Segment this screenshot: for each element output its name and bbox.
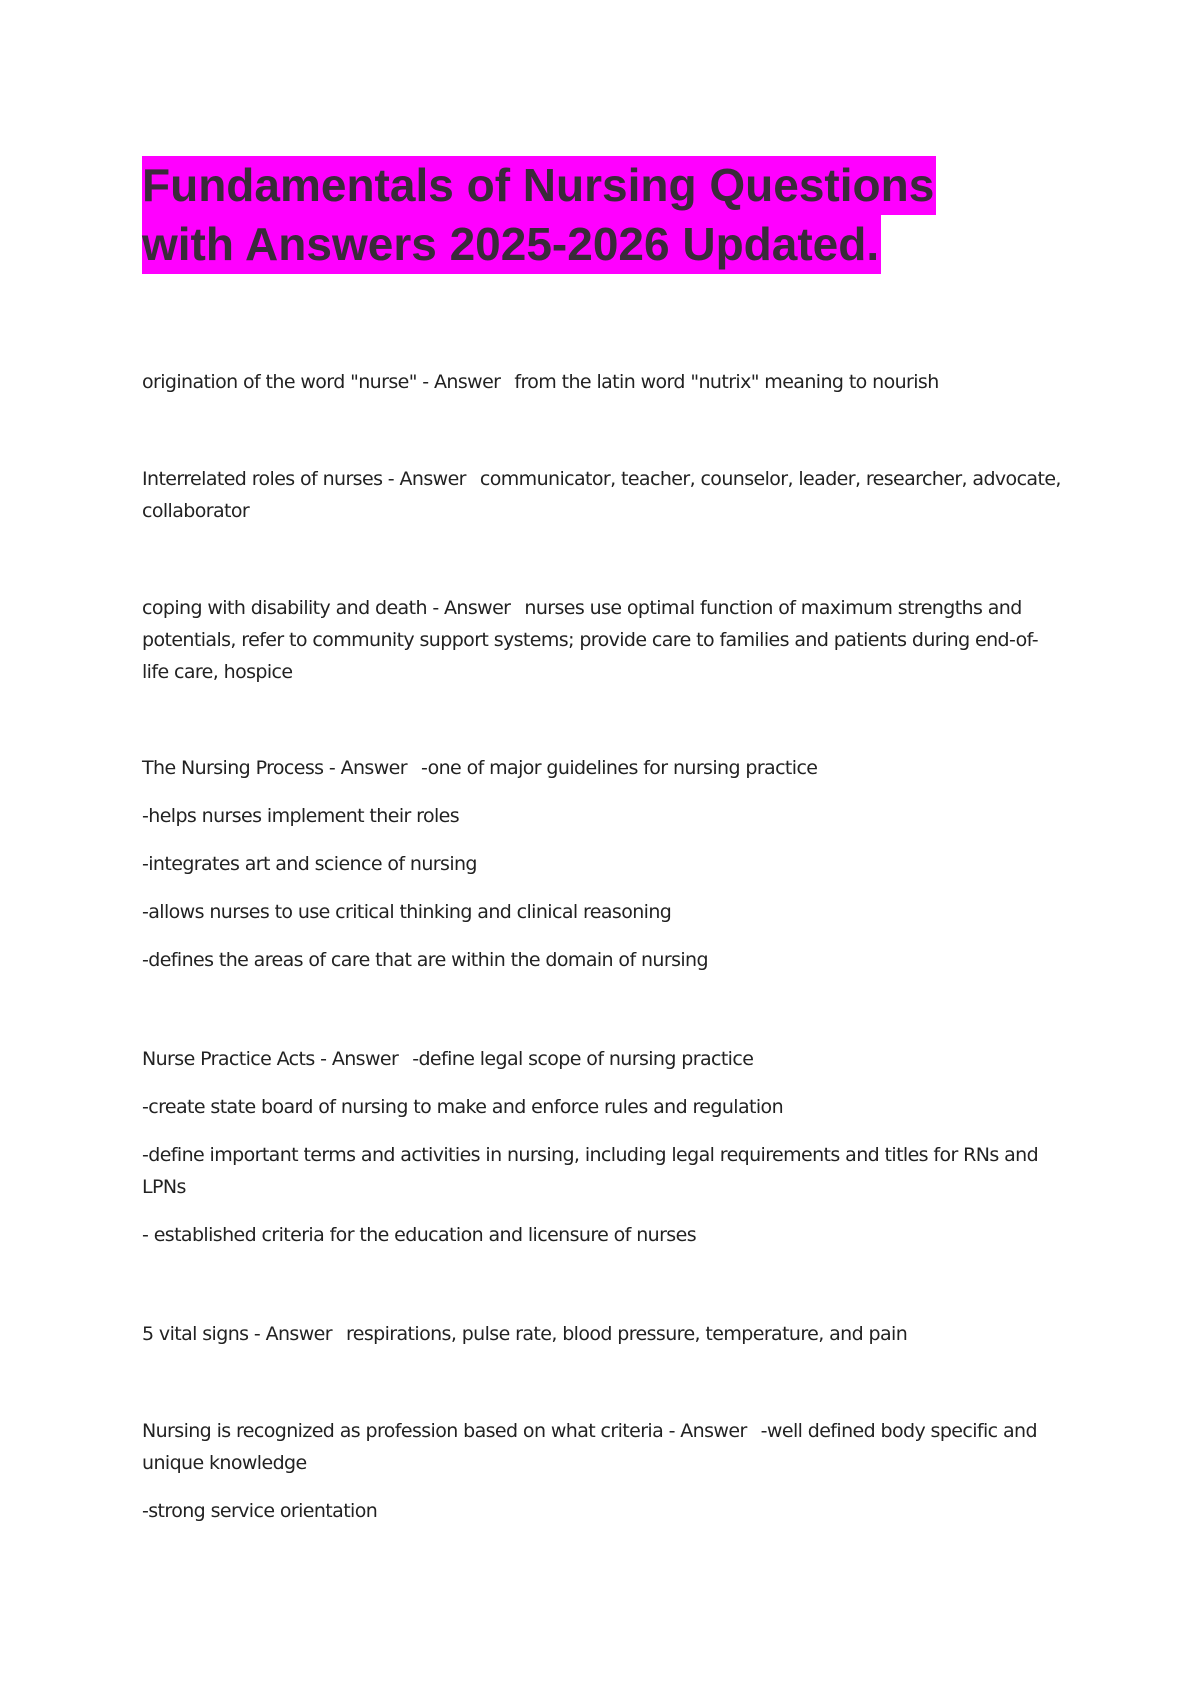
qa-answer: respirations, pulse rate, blood pressure, temperature, and pain — [345, 1323, 908, 1345]
qa-answer: -define legal scope of nursing practice — [412, 1048, 754, 1070]
qa-answer: communicator, teacher, counselor, leader, researcher, advocate, collaborator — [142, 468, 1061, 522]
qa-first-line — [142, 1043, 1062, 1075]
qa-item — [142, 752, 1062, 976]
qa-answer-line: -strong service orientation — [142, 1500, 378, 1522]
qa-item — [142, 1043, 1062, 1251]
qa-first-line — [142, 366, 1062, 398]
qa-first-line — [142, 1415, 1062, 1479]
qa-first-line — [142, 752, 1062, 784]
title-line-2: with Answers 2025-2026 Updated. — [142, 215, 881, 274]
qa-answer-line: -helps nurses implement their roles — [142, 805, 460, 827]
qa-first-line — [142, 463, 1062, 527]
qa-question: The Nursing Process - Answer — [142, 757, 407, 779]
qa-question: origination of the word "nurse" - Answer — [142, 371, 501, 393]
qa-item — [142, 592, 1062, 688]
qa-question: coping with disability and death - Answer — [142, 597, 511, 619]
qa-item — [142, 366, 1062, 398]
qa-answer: -well defined body specific and unique knowledge — [142, 1420, 1037, 1474]
qa-answer-line: -define important terms and activities in nursing, including legal requirements and titles for RNs and LPNs — [142, 1144, 1039, 1198]
qa-question: Interrelated roles of nurses - Answer — [142, 468, 466, 490]
qa-answer-line: -allows nurses to use critical thinking and clinical reasoning — [142, 901, 672, 923]
document-title — [142, 156, 1042, 274]
title-line-1: Fundamentals of Nursing Questions — [142, 156, 936, 215]
qa-item — [142, 1415, 1062, 1527]
qa-answer: nurses use optimal function of maximum strengths and potentials, refer to community support systems; provide care to families and patients during end-of-life care, hospice — [142, 597, 1038, 683]
qa-answer-line: -create state board of nursing to make and enforce rules and regulation — [142, 1096, 784, 1118]
qa-question: Nurse Practice Acts - Answer — [142, 1048, 399, 1070]
qa-question: 5 vital signs - Answer — [142, 1323, 332, 1345]
qa-first-line — [142, 592, 1062, 688]
qa-answer: from the latin word "nutrix" meaning to nourish — [514, 371, 939, 393]
qa-question: Nursing is recognized as profession based on what criteria - Answer — [142, 1420, 747, 1442]
qa-item — [142, 1318, 1062, 1350]
qa-item — [142, 463, 1062, 527]
qa-first-line — [142, 1318, 1062, 1350]
qa-answer-line: -defines the areas of care that are within the domain of nursing — [142, 949, 708, 971]
qa-answer-line: - established criteria for the education and licensure of nurses — [142, 1224, 696, 1246]
qa-answer: -one of major guidelines for nursing practice — [420, 757, 818, 779]
qa-answer-line: -integrates art and science of nursing — [142, 853, 477, 875]
